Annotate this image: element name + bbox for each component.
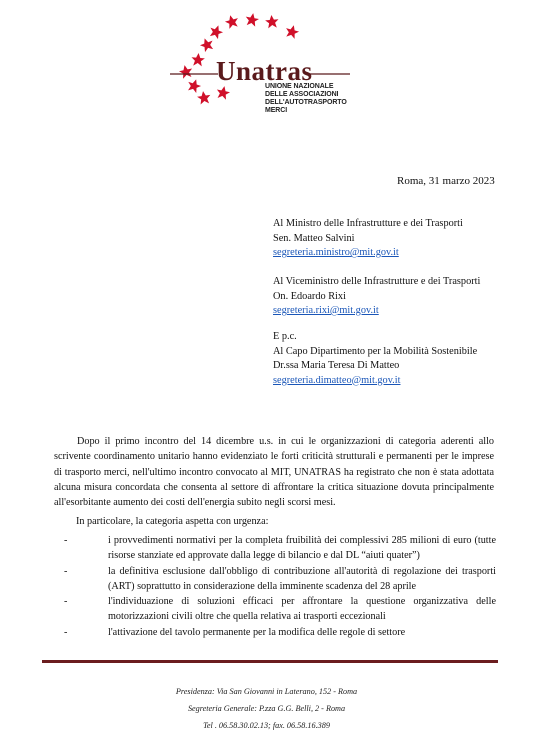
paragraph-text: Dopo il primo incontro del 14 dicembre u.s. in cui le organizzazioni di categoria aderenti allo scrivente coordinamento unitario hanno evidenziato le forti criticità strutturali e permanenti per le imprese di trasporto merci, nell'ultimo incontro convocato al MIT, UNATRAS ha registrato che non è stata adottata alcuna misura concordata che consenta al settore di affrontare la critica situazione dovuta principalmente all'esorbitante aumento dei costi dell'energia subito negli scorsi mesi. — [54, 436, 494, 509]
letterhead-footer — [0, 683, 533, 734]
list-item — [54, 564, 496, 595]
email-link[interactable]: segreteria.rixi@mit.gov.it — [273, 305, 379, 316]
list-item — [54, 594, 496, 625]
list-item-text: l'individuazione di soluzioni efficaci per affrontare la questione organizzativa delle motorizzazioni civili oltre che quella relativa ai trasporti eccezionali — [108, 596, 496, 623]
recipient-line: Sen. Matteo Salvini — [273, 232, 355, 244]
recipient-block-cc — [273, 330, 477, 388]
logo-wordmark: Unatras — [216, 56, 313, 86]
recipient-line: On. Edoardo Rixi — [273, 290, 346, 302]
footer-line: Presidenza: Via San Giovanni in Laterano, 152 - Roma — [175, 687, 358, 696]
list-item-text: la definitiva esclusione dall'obbligo di contribuzione all'autorità di regolazione dei trasporti (ART) soprattutto in considerazione della imminente scadenza del 28 aprile — [108, 565, 496, 592]
list-item — [54, 533, 496, 564]
recipient-line: Al Ministro delle Infrastrutture e dei Trasporti — [273, 218, 463, 229]
request-list — [54, 533, 496, 640]
list-dash: - — [64, 626, 68, 638]
list-item — [54, 625, 496, 640]
recipient-line: Al Viceministro delle Infrastrutture e dei Trasporti — [273, 276, 481, 287]
footer-line: Tel . 06.58.30.02.13; fax. 06.58.16.389 — [203, 721, 330, 730]
logo-subtitle-line: DELL'AUTOTRASPORTO — [265, 99, 347, 106]
list-item-text: i provvedimenti normativi per la completa fruibilità dei complessivi 285 milioni di euro (tutte risorse stanziate ed approvate dalla legge di bilancio e dal DL “aiuti quater”) — [108, 535, 496, 562]
footer-divider — [42, 660, 498, 663]
list-dash: - — [64, 535, 68, 546]
logo-subtitle-line: DELLE ASSOCIAZIONI — [265, 91, 339, 98]
logo-subtitle — [265, 83, 375, 115]
letter-date: Roma, 31 marzo 2023 — [397, 175, 495, 187]
recipient-line: Al Capo Dipartimento per la Mobilità Sostenibile — [273, 345, 478, 357]
email-link[interactable]: segreteria.dimatteo@mit.gov.it — [273, 374, 401, 386]
recipient-block-minister — [273, 217, 463, 261]
list-dash: - — [64, 565, 68, 577]
recipient-line: Dr.ssa Maria Teresa Di Matteo — [273, 360, 400, 371]
list-item-text: l'attivazione del tavolo permanente per la modifica delle regole di settore — [108, 626, 406, 638]
logo-subtitle-line: UNIONE NAZIONALE — [265, 83, 334, 90]
body-paragraph — [54, 434, 494, 510]
email-link[interactable]: segreteria.ministro@mit.gov.it — [273, 247, 399, 258]
list-dash: - — [64, 596, 68, 608]
recipient-block-viceminister — [273, 275, 480, 319]
list-intro: In particolare, la categoria aspetta con urgenza: — [76, 516, 269, 527]
logo-subtitle-line: MERCI — [265, 107, 288, 114]
recipient-line: E p.c. — [273, 331, 297, 342]
footer-line: Segreteria Generale: P.zza G.G. Belli, 2 - Roma — [187, 704, 346, 713]
